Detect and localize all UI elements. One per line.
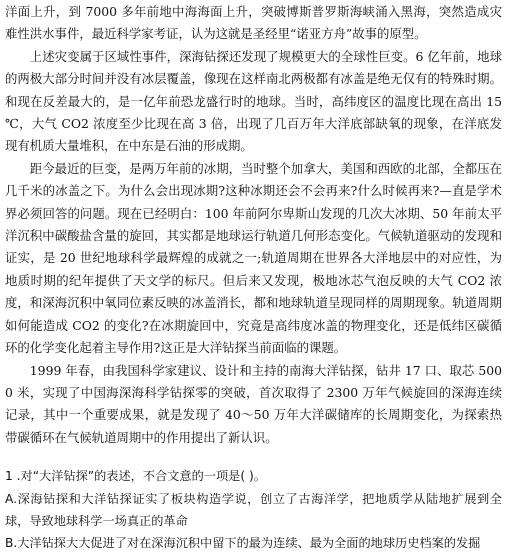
passage-paragraph-3: 距今最近的巨变，是两万年前的冰期，当时整个加拿大，美国和西欧的北部，全都压在几千米的冰盖之下。为什么会出现冰期?这种冰期还会不会再来?什么时候再来?—直是学术界必须回答的问题。现在已经明白：100 年前阿尔卑斯山发现的几次大冰期、50 年前太平洋沉积中碳酸盐含量的旋回，其实都是地球运行轨道几何形态变化。气候轨道驱动的发现和证实，是 20 世纪地球科学最辉煌的成就之一;轨道周期在世界各大洋地层中的对应性，为地质时期的纪年提供了天文学的标尺。但后来又发现，极地冰芯气泡反映的大气 CO2 浓度，和深海沉积中氧同位素反映的冰盖消长，都和地球轨道呈现同样的周期现象。轨道周期如何能造成 CO2 的变化?在冰期旋回中，究竟是高纬度冰盖的物理变化，还是低纬区碳循环的化学变化起着主导作用?这正是大洋钻探当前面临的课题。 [5, 160, 502, 356]
option-b [5, 532, 502, 554]
option-a [5, 488, 502, 533]
option-b-label: B. [5, 536, 18, 551]
option-b-text: 大洋钻探大大促进了对在深海沉积中留下的最为连续、最为全面的地球历史档案的发掘 [17, 536, 481, 551]
passage-paragraph-4: 1999 年春，由我国科学家建议、设计和主持的南海大洋钻探，钻井 17 口、取芯 5000 米，实现了中国海深海科学钻探零的突破，首次取得了 2300 万年气候旋回的深海连续记录，其中一个重要成果，就是发现了 40～50 万年大洋碳储库的长周期变化，为探索热带碳循环在气候轨道周期中的作用提出了新认识。 [5, 362, 502, 445]
passage-paragraph-2: 上述灾变属于区域性事件，深海钻探还发现了规模更大的全球性巨变。6 亿年前，地球的两极大部分时间并没有冰层覆盖，像现在这样南北两极都有冰盖是绝无仅有的特殊时期。和现在反差最大的，是一亿年前恐龙盛行时的地球。当时，高纬度区的温度比现在高出 15 ℃，大气 CO2 浓度至少比现在高 3 倍，出现了几百万年大洋底部缺氧的现象，在洋底发现有机质大量堆积，在中东是石油的形成期。 [5, 48, 502, 154]
option-a-label: A. [5, 491, 17, 506]
question-block [5, 465, 502, 555]
question-stem: 1 .对“大洋钻探”的表述，不合文意的一项是( )。 [5, 469, 266, 484]
option-a-text: 深海钻探和大洋钻探证实了板块构造学说，创立了古海洋学，把地质学从陆地扩展到全球，导致地球科学一场真正的革命 [5, 491, 502, 528]
passage-paragraph-1: 洋面上升，到 7000 多年前地中海海面上升，突破博斯普罗斯海峡涌入黑海，突然造成灾难性洪水事件，最近科学家考证，认为这就是圣经里“诺亚方舟”故事的原型。 [5, 4, 502, 42]
reading-passage [5, 1, 502, 449]
